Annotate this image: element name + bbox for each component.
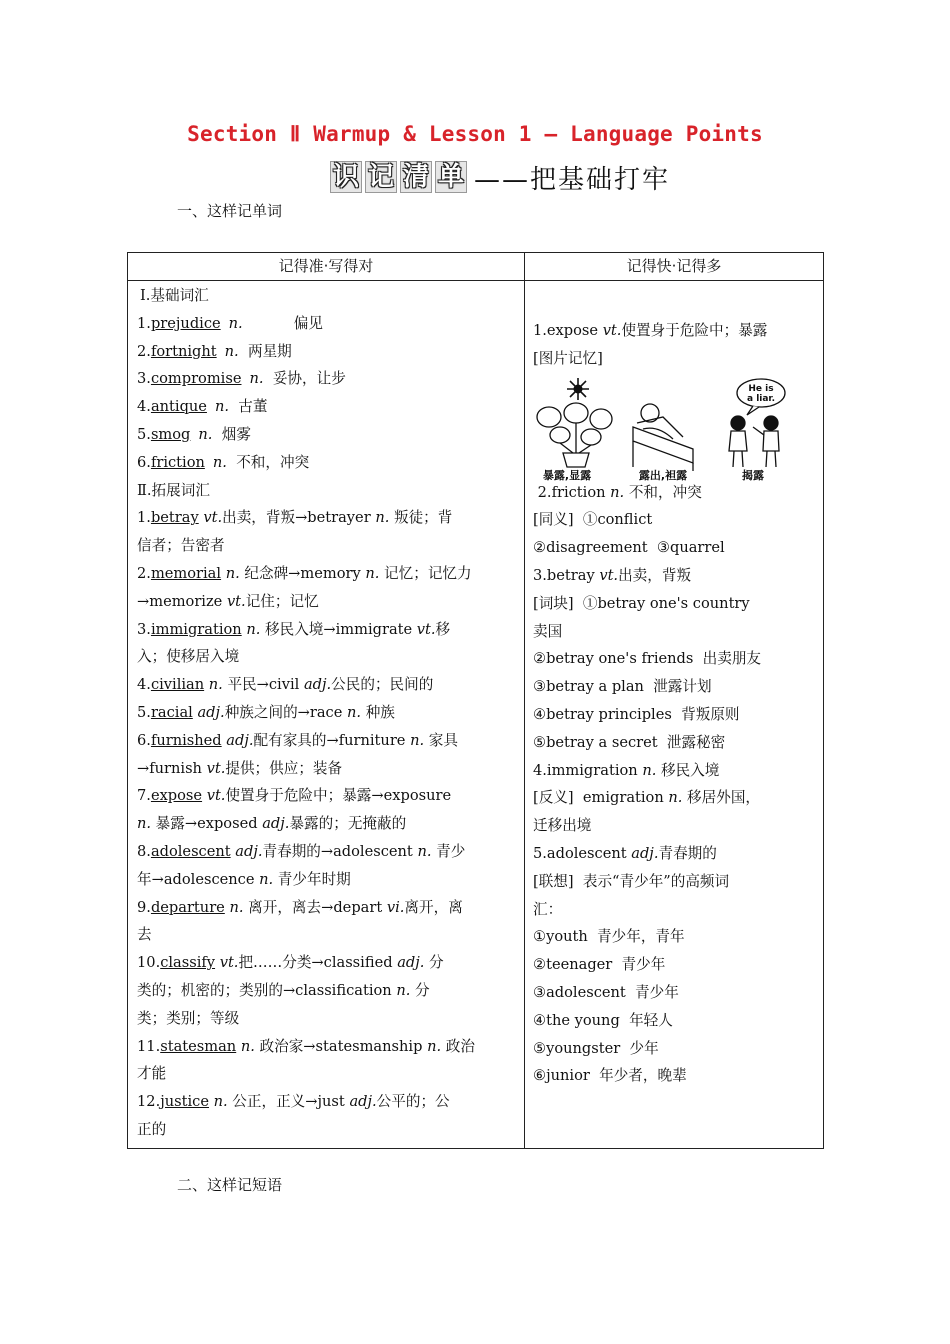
text-run: 类；类别；等级 (137, 1009, 240, 1027)
text-run: [同义] ①conflict (533, 511, 653, 529)
vocab-word: adolescent (150, 842, 231, 860)
basic-vocab-mean: 古董 (238, 398, 268, 416)
text-run: 纪念碑→memory (239, 564, 366, 582)
text-run: 提供；供应；装备 (225, 759, 343, 777)
basic-vocab-pos: n. (198, 425, 213, 443)
text-run: 年→adolescence (137, 870, 260, 888)
text-run: 公平的；公 (376, 1093, 450, 1111)
text-run: 记住；记忆 (245, 592, 319, 610)
basic-vocab-mean: 不和，冲突 (236, 453, 310, 471)
text-run: [图片记忆] (533, 349, 603, 367)
text-run: 使置身于危险中；暴露 (621, 322, 768, 339)
text-run: ②teenager 青少年 (533, 956, 666, 974)
text-run: 离开，离 (404, 898, 463, 916)
table-divider (524, 253, 525, 1148)
text-run: 8. (137, 842, 151, 860)
text-run: 3.betray (533, 566, 600, 584)
table-header-line (128, 280, 823, 281)
left-column-header: 记得准·写得对 (278, 257, 374, 275)
text-run: 平民→civil (222, 676, 304, 694)
text-run: 青春期的→adolescent (262, 842, 418, 860)
text-line (137, 1060, 521, 1088)
text-run: 10. (137, 954, 161, 972)
part-of-speech: adj. (631, 844, 659, 862)
basic-vocab-pos: n. (212, 453, 227, 471)
text-line (137, 1088, 521, 1116)
basic-vocab-num: 2. (137, 342, 151, 360)
text-line (533, 317, 823, 345)
text-run: 分 (410, 981, 430, 999)
text-run: 才能 (137, 1065, 167, 1083)
basic-vocab-gap (227, 454, 236, 471)
picture-caption: 露出,袒露 (638, 468, 688, 481)
text-run: 出卖，背叛 (618, 566, 692, 584)
basic-vocab-word: prejudice (150, 314, 221, 332)
text-line (137, 671, 521, 699)
text-run: ⑤youngster 少年 (533, 1039, 659, 1057)
vocab-word: classify (160, 954, 216, 972)
text-run: ③betray a plan 泄露计划 (533, 678, 712, 696)
section-heading-words: 一、这样记单词 (177, 202, 283, 220)
basic-vocab-word: fortnight (150, 342, 217, 360)
vocab-word: civilian (150, 676, 205, 694)
left-column (137, 282, 521, 1144)
text-line (533, 479, 823, 507)
text-run: →memorize (137, 592, 227, 610)
vocab-word: expose (150, 787, 203, 805)
text-run: ③adolescent 青少年 (533, 983, 679, 1001)
memory-notes-top (533, 317, 823, 373)
part-of-speech: adj. (303, 676, 332, 694)
text-run: 迁移出境 (533, 817, 592, 835)
text-run: ⑥junior 年少者，晚辈 (533, 1067, 687, 1085)
text-run: 类的；机密的；类别的→classification (137, 981, 397, 999)
text-line (137, 782, 521, 810)
text-line (533, 896, 823, 924)
right-column (533, 317, 823, 1090)
text-line (533, 618, 823, 646)
basic-vocab-item (137, 310, 521, 338)
text-line (137, 949, 521, 977)
text-line (533, 757, 823, 785)
part-of-speech: adj. (262, 815, 290, 833)
subtitle-box-char: 识 (330, 161, 362, 193)
text-run: 移民入境→immigrate (260, 620, 417, 638)
basic-vocab-num: 4. (137, 398, 151, 416)
extended-vocab-heading: Ⅱ.拓展词汇 (137, 481, 210, 499)
vocab-word: immigration (150, 620, 242, 638)
text-run: 配有家具的→furniture (253, 731, 411, 749)
part-of-speech: n. (208, 676, 223, 694)
basic-vocab-pos: n. (249, 370, 264, 388)
text-line (533, 840, 823, 868)
vocab-word: memorial (150, 564, 222, 582)
text-line (533, 562, 823, 590)
text-line (137, 1005, 521, 1033)
part-of-speech: vt. (602, 322, 622, 339)
subtitle-box-char: 记 (365, 161, 397, 193)
part-of-speech: n. (396, 981, 411, 999)
part-of-speech: vt. (219, 954, 239, 972)
vocab-word: statesman (160, 1037, 237, 1055)
text-line (533, 645, 823, 673)
subtitle-box-char: 清 (400, 161, 432, 193)
basic-vocab-item (137, 421, 521, 449)
part-of-speech: n. (259, 870, 274, 888)
text-line (533, 1007, 823, 1035)
text-line (137, 588, 521, 616)
text-line (137, 560, 521, 588)
text-run: 9. (137, 898, 151, 916)
text-run: 信者；告密者 (137, 537, 225, 555)
part-of-speech: adj. (197, 703, 225, 721)
text-run: 4. (137, 676, 151, 694)
text-run: 分 (424, 954, 444, 972)
text-line (137, 977, 521, 1005)
text-line (137, 810, 521, 838)
text-run: 汇： (533, 900, 563, 918)
text-line (137, 894, 521, 922)
text-line (533, 979, 823, 1007)
part-of-speech: n. (137, 815, 152, 833)
text-run: 3. (137, 620, 151, 638)
text-run: ④the young 年轻人 (533, 1011, 673, 1029)
text-line (533, 345, 823, 373)
text-run: 2. (137, 564, 151, 582)
part-of-speech: vt. (203, 509, 223, 527)
basic-vocab-mean: 烟雾 (221, 425, 251, 443)
text-run: 6. (137, 731, 151, 749)
text-run: 叛徒；背 (389, 509, 453, 527)
basic-vocab-gap (229, 398, 238, 415)
text-run: 公民的；民间的 (331, 676, 434, 694)
sun-icon (567, 378, 589, 400)
text-line (533, 506, 823, 534)
text-line (137, 838, 521, 866)
basic-vocab-gap (239, 343, 248, 360)
text-run: 离开，离去→depart (243, 898, 387, 916)
text-run: 把……分类→classified (238, 954, 398, 972)
text-line (137, 755, 521, 783)
text-run: 出卖，背叛→betrayer (222, 509, 376, 527)
text-run: 青少年时期 (273, 870, 351, 888)
picture-memory-illustration (533, 377, 803, 481)
part-of-speech: adj. (397, 954, 425, 972)
text-run: 移居外国， (682, 789, 761, 807)
section-heading-phrases: 二、这样记短语 (177, 1176, 283, 1194)
speech-bubble-line: He is (748, 383, 774, 394)
basic-vocab-word: compromise (150, 370, 242, 388)
part-of-speech: vt. (206, 787, 226, 805)
text-run: 正的 (137, 1120, 167, 1138)
text-line (137, 504, 521, 532)
text-run: 去 (137, 926, 152, 944)
text-line (137, 866, 521, 894)
basic-vocab-word: antique (150, 398, 207, 416)
text-run: 政治 (441, 1037, 475, 1055)
basic-vocab-gap (243, 315, 294, 332)
basic-vocab-item (137, 449, 521, 477)
text-run: ⑤betray a secret 泄露秘密 (533, 733, 726, 751)
basic-vocab-pos: n. (224, 342, 239, 360)
text-line (137, 1033, 521, 1061)
basic-vocab-num: 3. (137, 370, 151, 388)
text-line (533, 534, 823, 562)
text-run: 记忆；记忆力 (379, 564, 472, 582)
text-line (533, 1062, 823, 1090)
part-of-speech: n. (365, 564, 380, 582)
text-run: ②disagreement ③quarrel (533, 539, 725, 557)
text-line (137, 921, 521, 949)
picture-caption: 暴露,显露 (542, 468, 592, 481)
basic-vocab-pos: n. (228, 314, 243, 332)
vocab-word: betray (150, 509, 199, 527)
right-column-header: 记得快·记得多 (626, 257, 722, 275)
part-of-speech: vt. (599, 566, 619, 584)
basic-vocab-num: 1. (137, 314, 151, 332)
part-of-speech: n. (225, 564, 240, 582)
part-of-speech: adj. (349, 1093, 377, 1111)
basic-vocab-gap (264, 370, 273, 387)
text-line (533, 729, 823, 757)
text-line (533, 673, 823, 701)
text-run: 1.expose (533, 322, 603, 339)
text-run: 种族 (361, 703, 395, 721)
text-run: 12. (137, 1093, 161, 1111)
part-of-speech: vi. (386, 898, 405, 916)
vocab-word: racial (150, 703, 193, 721)
text-run: 不和，冲突 (624, 483, 702, 501)
text-line (533, 868, 823, 896)
text-run: 使置身于危险中；暴露→exposure (225, 787, 452, 805)
basic-vocab-list (137, 310, 521, 477)
text-run: 1. (137, 509, 151, 527)
text-run: →furnish (137, 759, 207, 777)
vocab-table (127, 252, 824, 1149)
basic-vocab-num: 6. (137, 453, 151, 471)
text-line (533, 951, 823, 979)
part-of-speech: adj. (226, 731, 254, 749)
basic-vocab-item (137, 365, 521, 393)
part-of-speech: n. (610, 483, 625, 501)
basic-vocab-word: friction (150, 453, 205, 471)
vocab-word: justice (160, 1093, 209, 1111)
part-of-speech: n. (246, 620, 261, 638)
basic-vocab-pos: n. (214, 398, 229, 416)
part-of-speech: n. (417, 842, 432, 860)
text-run: ①youth 青少年，青年 (533, 928, 685, 946)
text-run: 11. (137, 1037, 161, 1055)
basic-vocab-item (137, 338, 521, 366)
basic-vocab-gap (212, 426, 221, 443)
text-run: ②betray one's friends 出卖朋友 (533, 650, 762, 668)
text-run: 5.adolescent (533, 844, 632, 862)
subtitle-box-char: 单 (435, 161, 467, 193)
text-line (533, 784, 823, 812)
basic-vocab-item (137, 393, 521, 421)
part-of-speech: n. (375, 509, 390, 527)
text-run: [词块] ①betray one's country (533, 594, 750, 612)
part-of-speech: n. (410, 731, 425, 749)
subtitle (330, 160, 670, 194)
text-run: [联想] 表示“青少年”的高频词 (533, 872, 730, 890)
text-run: 移 (435, 620, 451, 638)
text-line (137, 1116, 521, 1144)
speech-bubble-line: a liar. (746, 393, 776, 404)
part-of-speech: vt. (416, 620, 436, 638)
vocab-word: furnished (150, 731, 222, 749)
text-run: [反义] emigration (533, 789, 669, 807)
text-run: 青春期的 (658, 844, 717, 862)
text-run: 家具 (424, 731, 458, 749)
extended-vocab-list (137, 504, 521, 1143)
text-run: 暴露→exposed (151, 815, 263, 833)
memory-notes-bottom (533, 479, 823, 1091)
basic-vocab-word: smog (150, 425, 191, 443)
text-run: 卖国 (533, 622, 563, 640)
vocab-word: departure (150, 898, 225, 916)
flowers-icon (537, 403, 612, 467)
bed-icon (633, 404, 693, 471)
text-line (533, 1035, 823, 1063)
text-run: 2.friction (533, 483, 611, 501)
text-run: 4.immigration (533, 761, 643, 779)
basic-vocab-mean: 妥协，让步 (272, 370, 346, 388)
text-run: 政治家→statesmanship (254, 1037, 428, 1055)
text-run: 暴露的；无掩蔽的 (289, 815, 407, 833)
part-of-speech: n. (642, 761, 657, 779)
text-line (137, 643, 521, 671)
part-of-speech: n. (240, 1037, 255, 1055)
text-line (137, 532, 521, 560)
text-line (137, 727, 521, 755)
part-of-speech: n. (229, 898, 244, 916)
text-run: 移民入境 (656, 761, 720, 779)
basic-vocab-mean: 偏见 (293, 314, 323, 332)
text-run: ④betray principles 背叛原则 (533, 705, 740, 723)
basic-vocab-heading: Ⅰ.基础词汇 (140, 287, 209, 304)
text-line (533, 701, 823, 729)
text-run: 5. (137, 703, 151, 721)
part-of-speech: n. (347, 703, 362, 721)
text-run: 入；使移居入境 (137, 648, 240, 666)
picture-memory (533, 377, 823, 481)
basic-vocab-num: 5. (137, 425, 151, 443)
text-line (533, 812, 823, 840)
part-of-speech: adj. (235, 842, 263, 860)
text-line (137, 699, 521, 727)
text-run: 7. (137, 787, 151, 805)
page-title: Section Ⅱ Warmup & Lesson 1 — Language Points (187, 122, 763, 146)
text-run: 青少 (431, 842, 466, 860)
subtitle-text: ——把基础打牢 (474, 164, 671, 195)
part-of-speech: n. (427, 1037, 442, 1055)
part-of-speech: n. (213, 1093, 228, 1111)
part-of-speech: vt. (206, 759, 226, 777)
text-run: 公正，正义→just (227, 1093, 350, 1111)
text-line (533, 590, 823, 618)
basic-vocab-mean: 两星期 (247, 342, 292, 360)
part-of-speech: n. (668, 789, 683, 807)
picture-caption: 揭露 (742, 468, 764, 481)
text-run: 种族之间的→race (224, 703, 348, 721)
text-line (533, 923, 823, 951)
text-line (137, 616, 521, 644)
part-of-speech: vt. (226, 592, 246, 610)
